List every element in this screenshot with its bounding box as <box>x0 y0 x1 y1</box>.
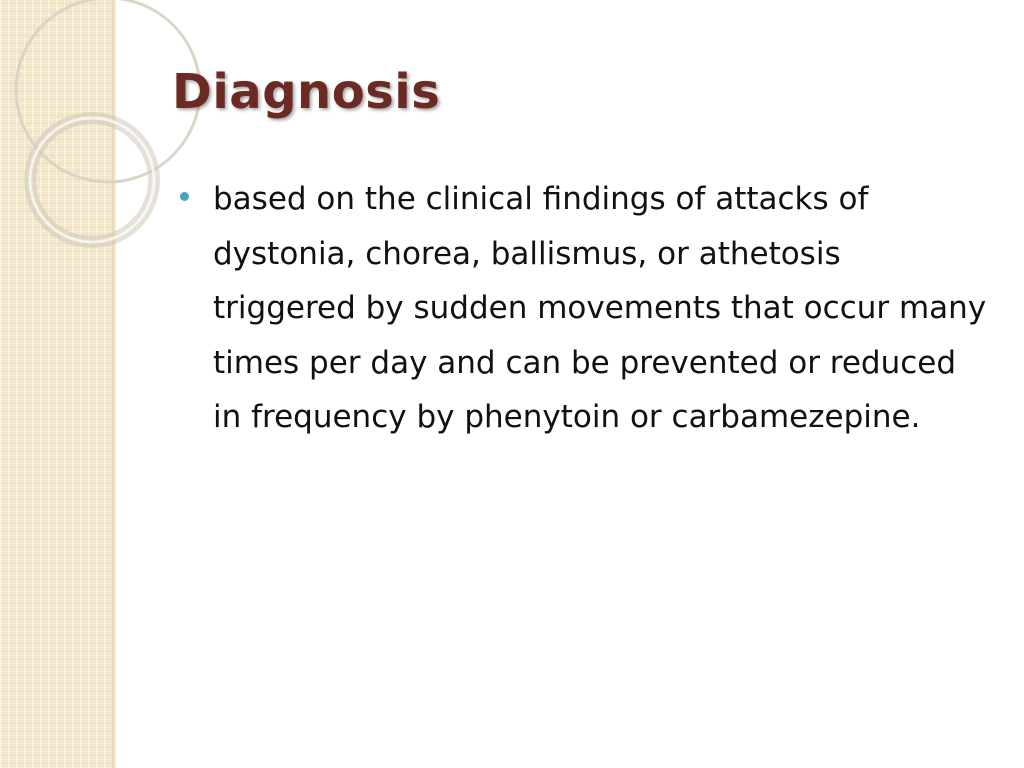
side-panel-edge <box>112 0 116 768</box>
bullet-dot-icon <box>180 192 189 201</box>
slide-body <box>180 172 990 445</box>
slide-title: Diagnosis <box>172 64 441 120</box>
bullet-item <box>180 172 990 445</box>
bullet-text: based on the clinical findings of attacks of dystonia, chorea, ballismus, or athetosis triggered by sudden movements that occur many times per day and can be prevented or reduced in frequency by phenytoin or carbamezepine. <box>213 181 987 435</box>
decorative-side-panel <box>0 0 112 768</box>
